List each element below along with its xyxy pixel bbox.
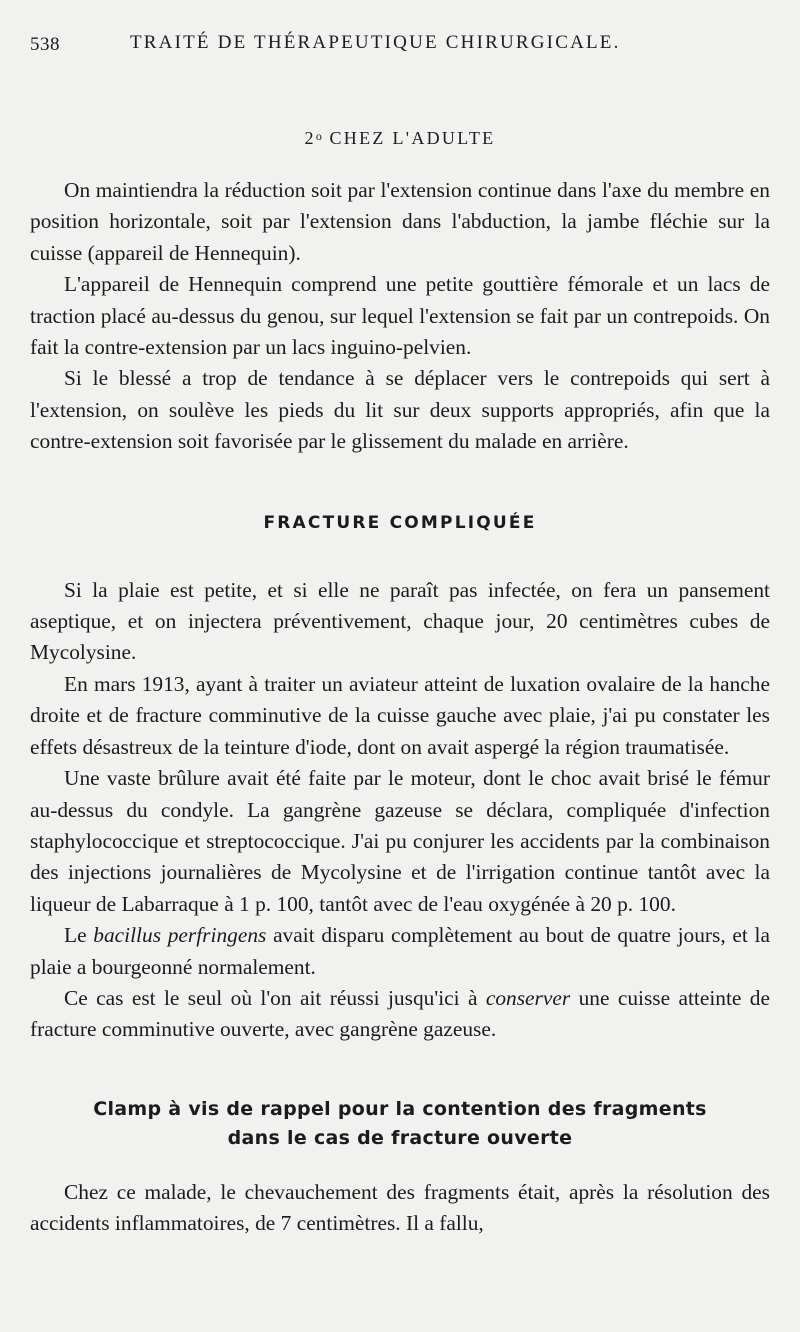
heading-clamp-line-2: dans le cas de fracture ouverte bbox=[227, 1126, 573, 1149]
heading-compound-fracture: FRACTURE COMPLIQUÉE bbox=[263, 512, 537, 533]
paragraph-compound-3: Une vaste brûlure avait été faite par le moteur, dont le choc avait brisé le fémur au-dessus du condyle. La gangrène gazeuse se déclara, compliquée d'infection staphylococcique et streptococcique. J'ai pu conjurer les accidents par la combinaison des injections journalières de Mycolysine et de l'irrigation continue tantôt avec la liqueur de Labarraque à 1 p. 100, tantôt avec de l'eau oxygénée à 20 p. 100. bbox=[30, 766, 770, 916]
paragraph-compound-1: Si la plaie est petite, et si elle ne paraît pas infectée, on fera un pansement aseptique, et on injectera préventivement, chaque jour, 20 centimètres cubes de Mycolysine. bbox=[30, 577, 770, 665]
paragraph-adult-1: On maintiendra la réduction soit par l'extension continue dans l'axe du membre en position horizontale, soit par l'extension dans l'abduction, la jambe fléchie sur la cuisse (appareil de Hennequin). bbox=[30, 178, 770, 265]
text-run: une cuisse atteinte de fracture comminutive ouverte, avec gangrène gazeuse. bbox=[30, 985, 770, 1042]
paragraph-compound-4 bbox=[30, 920, 770, 983]
running-header bbox=[30, 26, 770, 66]
page-number: 538 bbox=[30, 34, 60, 55]
section-title: CHEZ L'ADULTE bbox=[329, 128, 496, 148]
section-number: 2 bbox=[304, 128, 316, 148]
paragraph-adult-2: L'appareil de Hennequin comprend une petite gouttière fémorale et un lacs de traction placé au-dessus du genou, sur lequel l'extension se fait par un contrepoids. On fait la contre-extension par un lacs inguino-pelvien. bbox=[30, 272, 770, 360]
heading-clamp-line-1: Clamp à vis de rappel pour la contention des fragments bbox=[93, 1097, 707, 1120]
paragraph-compound-5 bbox=[30, 983, 770, 1046]
section-number-sup: o bbox=[315, 129, 323, 143]
text-run: Le bbox=[64, 923, 94, 948]
paragraph-compound-2: En mars 1913, ayant à traiter un aviateur atteint de luxation ovalaire de la hanche droite et de fracture comminutive de la cuisse gauche avec plaie, j'ai pu constater les effets désastreux de la teinture d'iode, dont on avait aspergé la région traumatisée. bbox=[30, 671, 770, 759]
paragraph-adult-3: Si le blessé a trop de tendance à se déplacer vers le contrepoids qui sert à l'extension, on soulève les pieds du lit sur deux supports appropriés, afin que la contre-extension soit favorisée par le glissement du malade en arrière. bbox=[30, 366, 770, 454]
text-run: avait disparu complètement au bout de quatre jours, et la plaie a bourgeonné normalement. bbox=[30, 923, 770, 979]
italic-term: conserver bbox=[485, 985, 571, 1010]
text-run: Ce cas est le seul où l'on ait réussi jusqu'ici à bbox=[64, 985, 486, 1010]
heading-clamp bbox=[30, 1095, 770, 1153]
paragraph-clamp-1: Chez ce malade, le chevauchement des fragments était, après la résolution des accidents inflammatoires, de 7 centimètres. Il a fallu, bbox=[30, 1179, 770, 1236]
running-title: TRAITÉ DE THÉRAPEUTIQUE CHIRURGICALE. bbox=[130, 32, 621, 53]
section-heading-adult bbox=[30, 128, 770, 149]
italic-term: bacillus perfringens bbox=[93, 923, 267, 948]
